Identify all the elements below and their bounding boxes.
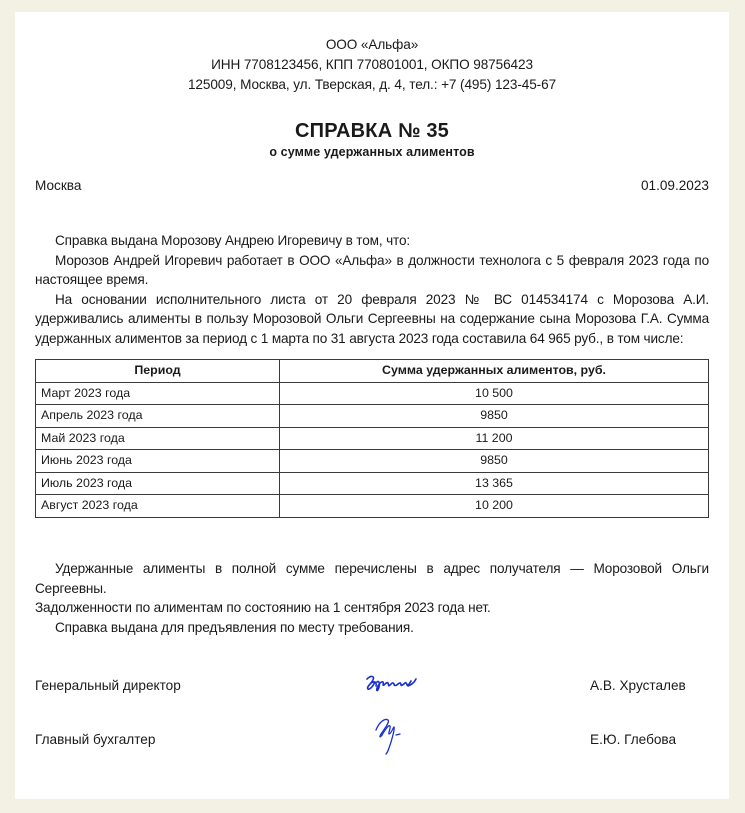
- company-address: 125009, Москва, ул. Тверская, д. 4, тел.: +7 (495) 123-45-67: [187, 77, 557, 92]
- body-before-table: [35, 231, 709, 348]
- document-title: СПРАВКА № 35: [295, 120, 449, 142]
- period-cell: Июль 2023 года: [36, 472, 280, 495]
- column-header-period: Период: [36, 360, 280, 383]
- period-cell: Август 2023 года: [36, 495, 280, 518]
- body-after-table: [35, 559, 709, 637]
- alimony-table: [35, 359, 709, 518]
- signature-row-director: [35, 672, 709, 702]
- period-cell: Май 2023 года: [36, 427, 280, 450]
- sum-cell: 10 500: [280, 382, 709, 405]
- signer-role: Генеральный директор: [35, 678, 181, 693]
- table-row: [36, 405, 709, 428]
- table-row: [36, 495, 709, 518]
- paragraph-employment: Морозов Андрей Игоревич работает в ООО «Альфа» в должности технолога с 5 февраля 2023 года по настоящее время.: [35, 252, 709, 287]
- sum-cell: 11 200: [280, 427, 709, 450]
- period-cell: Апрель 2023 года: [36, 405, 280, 428]
- document-city: Москва: [35, 178, 82, 193]
- paragraph-writ: На основании исполнительного листа от 20 февраля 2023 № ВС 014534174 с Морозова А.И. удерживались алименты в пользу Морозовой Ольги Сергеевны на содержание сына Морозова Г.А. Сумма удержанных алиментов за период с 1 марта по 31 августа 2023 года составила 64 965 руб., в том числе:: [35, 291, 709, 346]
- sum-cell: 10 200: [280, 495, 709, 518]
- table-row: [36, 382, 709, 405]
- document-page: [15, 12, 729, 799]
- table-row: [36, 427, 709, 450]
- period-cell: Июнь 2023 года: [36, 450, 280, 473]
- document-date: 01.09.2023: [640, 178, 709, 193]
- letterhead: [15, 35, 729, 95]
- handwritten-signature-icon: [373, 716, 405, 759]
- document-subtitle: о сумме удержанных алиментов: [269, 145, 475, 159]
- sum-cell: 9850: [280, 405, 709, 428]
- signer-name: Е.Ю. Глебова: [590, 732, 677, 747]
- signer-role: Главный бухгалтер: [35, 732, 156, 747]
- sum-cell: 13 365: [280, 472, 709, 495]
- paragraph-transferred: Удержанные алименты в полной сумме перечислены в адрес получателя — Морозовой Ольги Сергеевны.: [35, 561, 709, 596]
- company-name: ООО «Альфа»: [325, 37, 419, 52]
- signature-row-accountant: [35, 726, 709, 756]
- handwritten-signature-icon: [363, 670, 419, 699]
- table-row: [36, 472, 709, 495]
- signer-name: А.В. Хрусталев: [590, 678, 686, 693]
- paragraph-purpose: Справка выдана для предъявления по месту требования.: [55, 619, 414, 635]
- table-header-row: [36, 360, 709, 383]
- paragraph-intro: Справка выдана Морозову Андрею Игоревичу в том, что:: [55, 233, 410, 248]
- sum-cell: 9850: [280, 450, 709, 473]
- paragraph-no-debt: Задолженности по алиментам по состоянию на 1 сентября 2023 года нет.: [35, 600, 491, 615]
- company-codes: ИНН 7708123456, КПП 770801001, ОКПО 98756423: [211, 57, 533, 72]
- period-cell: Март 2023 года: [36, 382, 280, 405]
- table-row: [36, 450, 709, 473]
- column-header-sum: Сумма удержанных алиментов, руб.: [280, 360, 709, 383]
